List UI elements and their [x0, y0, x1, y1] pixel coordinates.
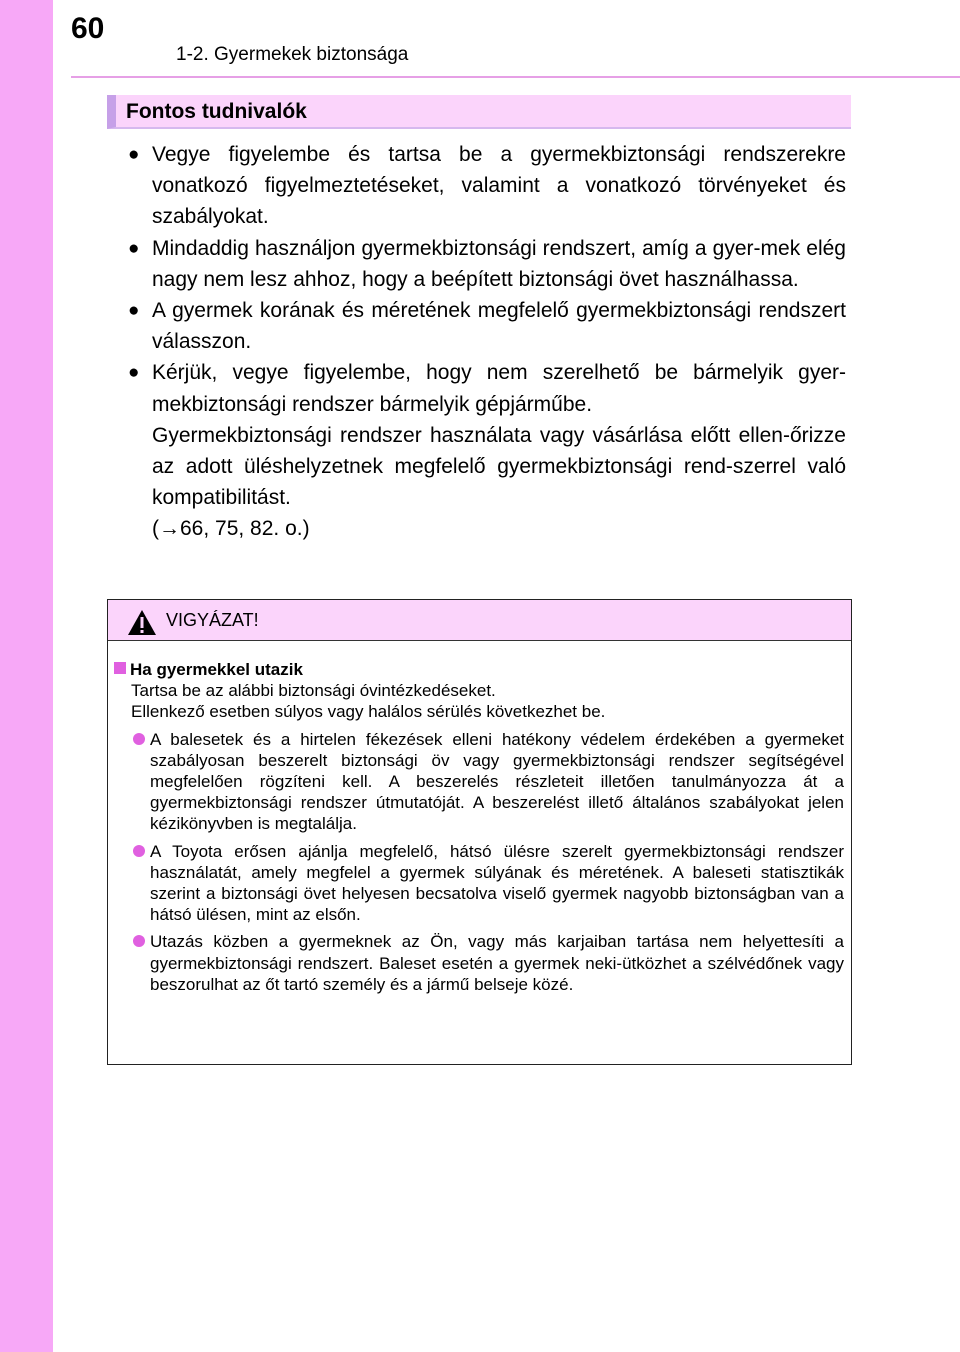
- caution-subheading-text: Ha gyermekkel utazik: [130, 660, 303, 679]
- list-item-text: Mindaddig használjon gyermekbiztonsági rendszert, amíg a gyer-mek elég nagy nem lesz ahhoz, hogy a beépített biztonsági övet használhassa.: [152, 236, 846, 291]
- caution-list: [116, 729, 844, 995]
- page-reference: (→66, 75, 82. o.): [152, 517, 310, 541]
- list-item-continuation: Gyermekbiztonsági rendszer használata vagy vásárlása előtt ellen-őrizze az adott üléshelyzetnek megfelelő gyermekbiztonsági rend-szerrel való kompatibilitást.: [152, 423, 846, 510]
- round-bullet-icon: [133, 845, 145, 857]
- caution-list-item: [116, 841, 844, 926]
- section-header: [107, 95, 851, 129]
- section-title: Fontos tudnivalók: [126, 100, 307, 123]
- caution-list-item: [116, 931, 844, 995]
- caution-item-text: A Toyota erősen ajánlja megfelelő, hátsó ülésre szerelt gyermekbiztonsági rendszer használatát, amely megfelel a gyermek súlyának és méretének. A baleseti statisztikák szerint a biztonsági övet helyesen becsatolva viselő gyermek nagyobb biztonságban van a hátsó ülésen, mint az elsőn.: [150, 841, 844, 925]
- round-bullet-icon: ●: [128, 144, 140, 165]
- list-item: [128, 295, 846, 357]
- round-bullet-icon: [133, 935, 145, 947]
- square-bullet-icon: [114, 662, 126, 674]
- list-item-text: Vegye figyelembe és tartsa be a gyermekbiztonsági rendszerekre vonatkozó figyelmeztetéseket, valamint a vonatkozó törvényeket és szabályokat.: [152, 143, 846, 229]
- header-rule: [71, 76, 960, 78]
- caution-intro-line: Ellenkező esetben súlyos vagy halálos sérülés következhet be.: [131, 702, 606, 722]
- list-item: [128, 357, 846, 544]
- list-item: [128, 233, 846, 295]
- side-tab-bar: [0, 0, 53, 1352]
- main-bullet-list: [128, 139, 846, 545]
- caution-subheading: [116, 659, 844, 680]
- caution-item-text: Utazás közben a gyermeknek az Ön, vagy más karjaiban tartása nem helyettesíti a gyermekbiztonsági rendszert. Baleset esetén a gyermek neki-ütközhet a szélvédőnek vagy beszorulhat az őt tartó személy és a jármű belseje közé.: [150, 932, 844, 994]
- caution-label: VIGYÁZAT!: [166, 610, 259, 630]
- caution-item-text: A balesetek és a hirtelen fékezések elleni hatékony védelem érdekében a gyermeket szabályosan beszerelt biztonsági öv vagy gyermekbiztonsági rendszer segítségével megfelelően rögzíteni kell. A beszerelés részleteit illetően tanulmányozza át a gyermekbiztonsági rendszer útmutatóját. A beszerelést illető általános szabályokat jelen kézikönyvben is megtalálja.: [150, 729, 844, 834]
- list-item: [128, 139, 846, 233]
- round-bullet-icon: ●: [128, 362, 140, 384]
- list-item-text: A gyermek korának és méretének megfelelő gyermekbiztonsági rendszert válasszon.: [152, 299, 846, 354]
- round-bullet-icon: ●: [128, 237, 140, 259]
- chapter-title: 1-2. Gyermekek biztonsága: [176, 44, 409, 65]
- round-bullet-icon: [133, 733, 145, 745]
- list-item-text: Kérjük, vegye figyelembe, hogy nem szerelhető be bármelyik gyer-mekbiztonsági rendszer bármelyik gépjárműbe.: [152, 361, 846, 416]
- caution-list-item: [116, 729, 844, 835]
- warning-triangle-icon: [127, 609, 157, 636]
- caution-intro-line: Tartsa be az alábbi biztonsági óvintézkedéseket.: [131, 681, 496, 701]
- page-number: 60: [71, 12, 105, 45]
- caution-body: [116, 659, 844, 1001]
- caution-header: [108, 600, 851, 641]
- round-bullet-icon: ●: [128, 300, 140, 322]
- caution-box: [107, 599, 852, 1065]
